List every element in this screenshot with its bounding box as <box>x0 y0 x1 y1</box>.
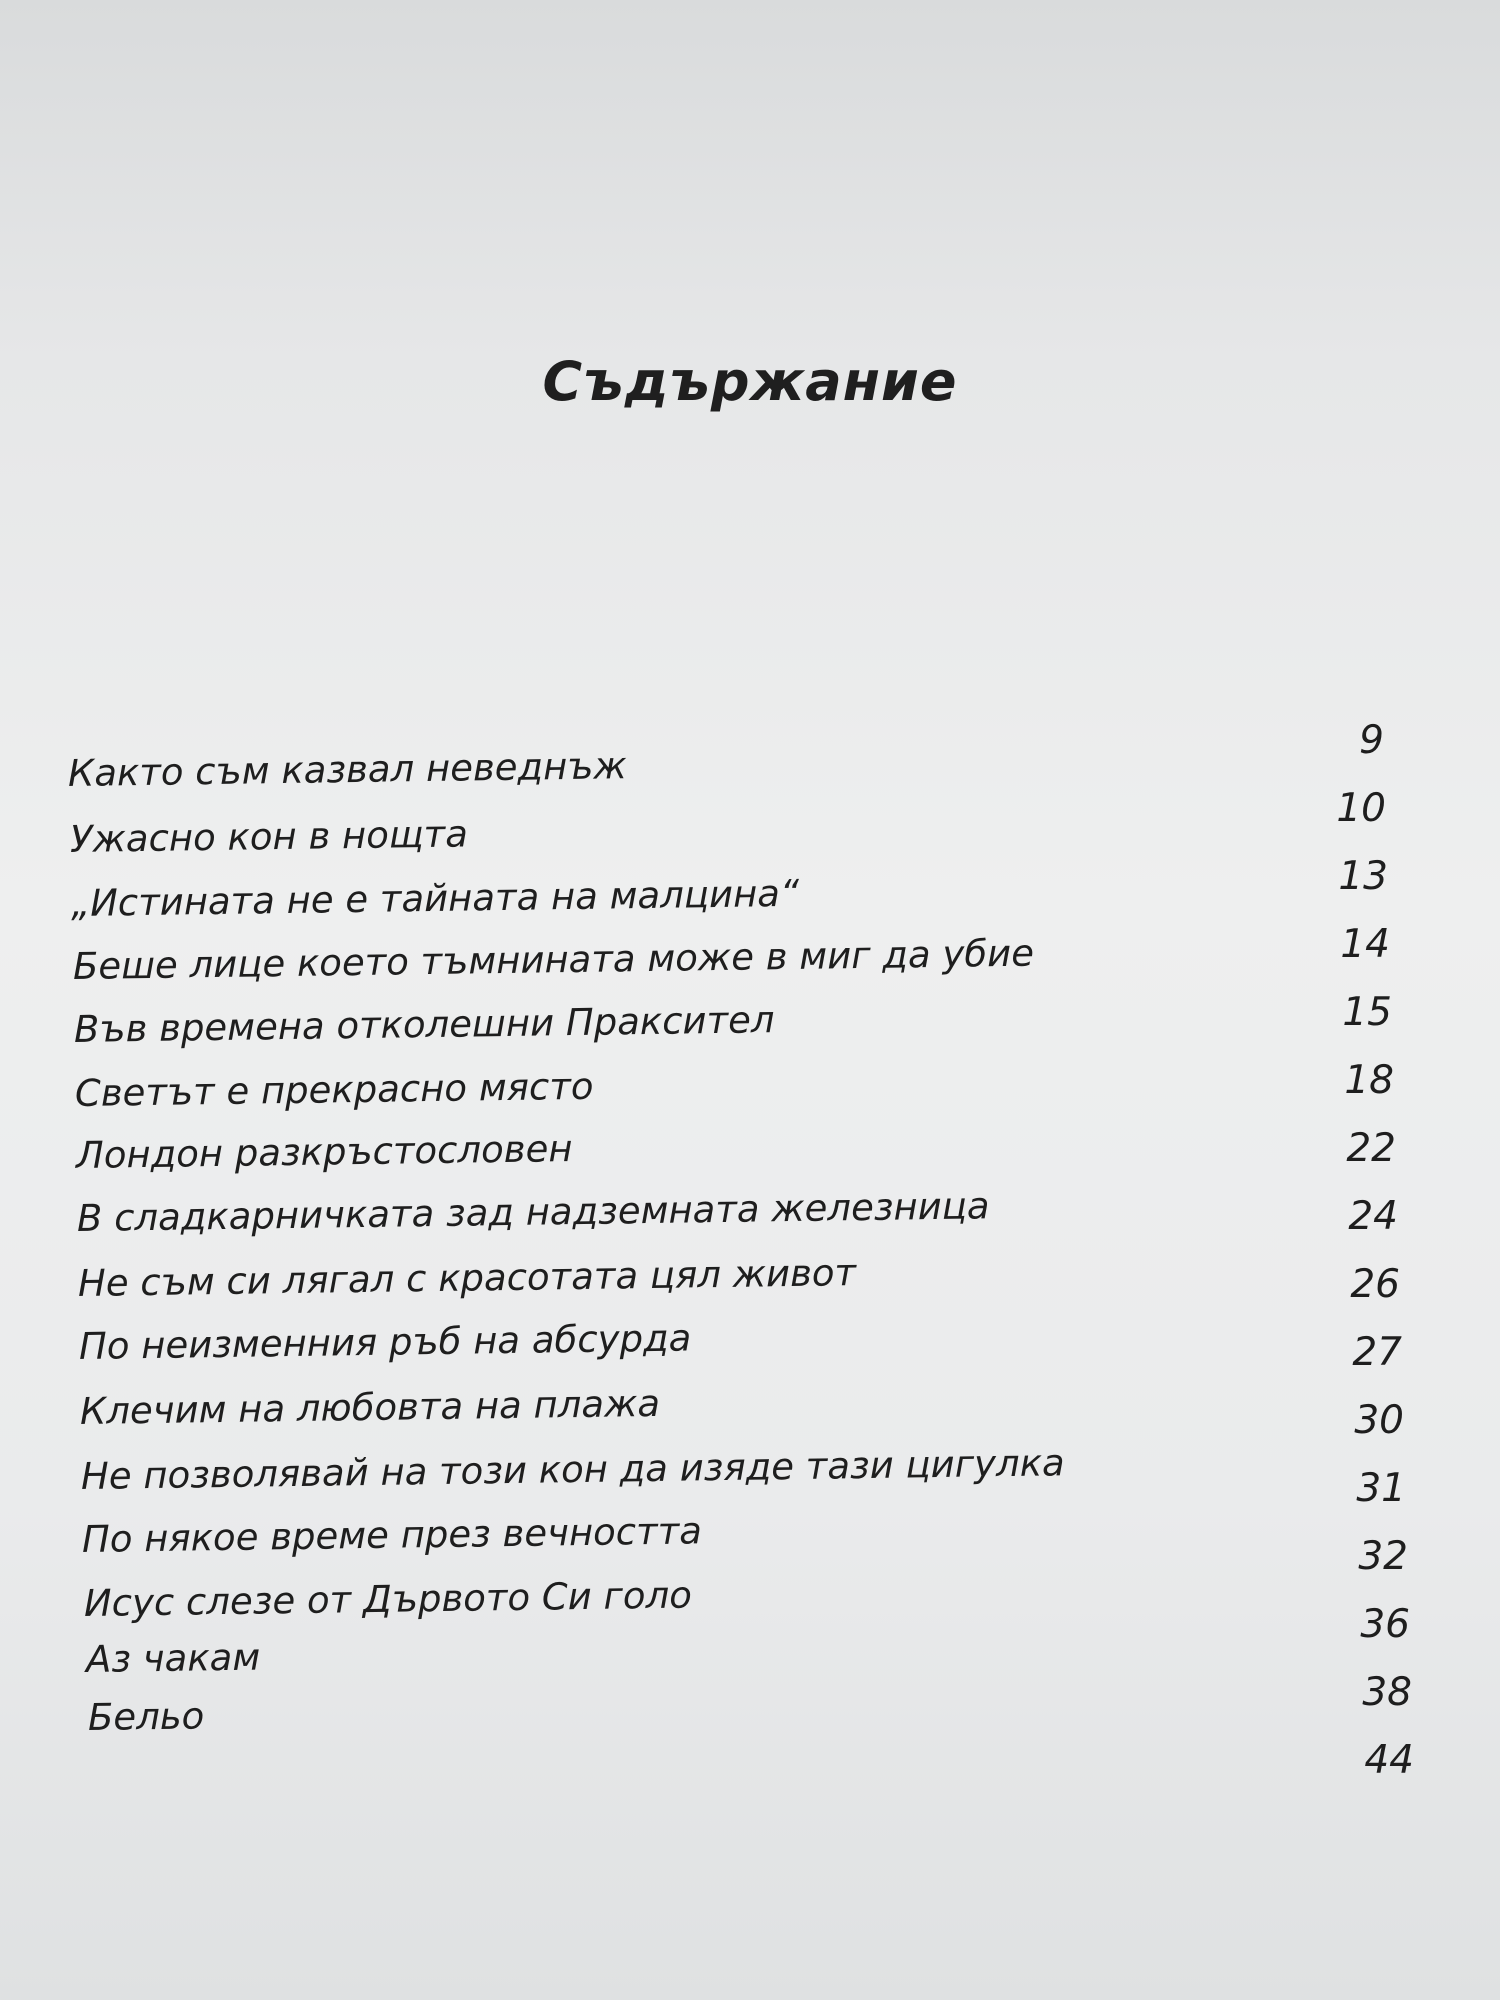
toc-entry-title: Не позволявай на този кон да изяде тази цигулка <box>80 1441 1065 1498</box>
toc-entry-page: 30 <box>1354 1398 1404 1443</box>
page-title: Съдържание <box>542 350 958 413</box>
toc-entry-title: Ужасно кон в нощта <box>69 812 469 861</box>
toc-entry-title: Както съм казвал неведнъж <box>67 744 628 795</box>
toc-entry-title: Във времена отколешни Праксител <box>73 998 775 1051</box>
toc-entry-page: 32 <box>1358 1534 1408 1579</box>
toc-entry-title: По някое време през вечността <box>81 1509 703 1561</box>
toc-entry-title: Исус слезе от Дървото Си голо <box>83 1573 693 1625</box>
toc-entry-page: 24 <box>1348 1194 1398 1239</box>
toc-entry-page: 9 <box>1359 718 1384 763</box>
toc-entry-title: По неизменния ръб на абсурда <box>78 1316 692 1368</box>
toc-entry-title: Клечим на любовта на плажа <box>79 1381 661 1433</box>
toc-entry-page: 36 <box>1360 1602 1410 1647</box>
toc-entry-title: Не съм си лягал с красотата цял живот <box>77 1251 857 1305</box>
toc-entry-page: 22 <box>1346 1126 1396 1171</box>
toc-entry-page: 27 <box>1352 1330 1402 1375</box>
toc-entry-title: Светът е прекрасно място <box>74 1064 594 1115</box>
toc-entry-page: 26 <box>1350 1262 1400 1307</box>
toc-entry-title: „Истината не е тайната на малцина“ <box>70 871 800 925</box>
toc-entry-page: 31 <box>1356 1466 1406 1511</box>
toc-entry-title: Лондон разкръстословен <box>75 1127 573 1177</box>
toc-entry-title: Беше лице което тъмнината може в миг да убие <box>72 931 1035 988</box>
toc-entry-page: 13 <box>1338 854 1388 899</box>
toc-entry-page: 44 <box>1364 1738 1414 1783</box>
toc-entry-page: 14 <box>1340 922 1390 967</box>
toc-entry-title: Аз чакам <box>85 1635 261 1681</box>
toc-entry-title: Бельо <box>87 1694 205 1739</box>
toc-entry-page: 18 <box>1344 1058 1394 1103</box>
toc-entry-title: В сладкарничката зад надземната железница <box>76 1184 990 1240</box>
toc-entry-page: 38 <box>1362 1670 1412 1715</box>
toc-entry-page: 10 <box>1336 786 1386 831</box>
toc-entry-page: 15 <box>1342 990 1392 1035</box>
